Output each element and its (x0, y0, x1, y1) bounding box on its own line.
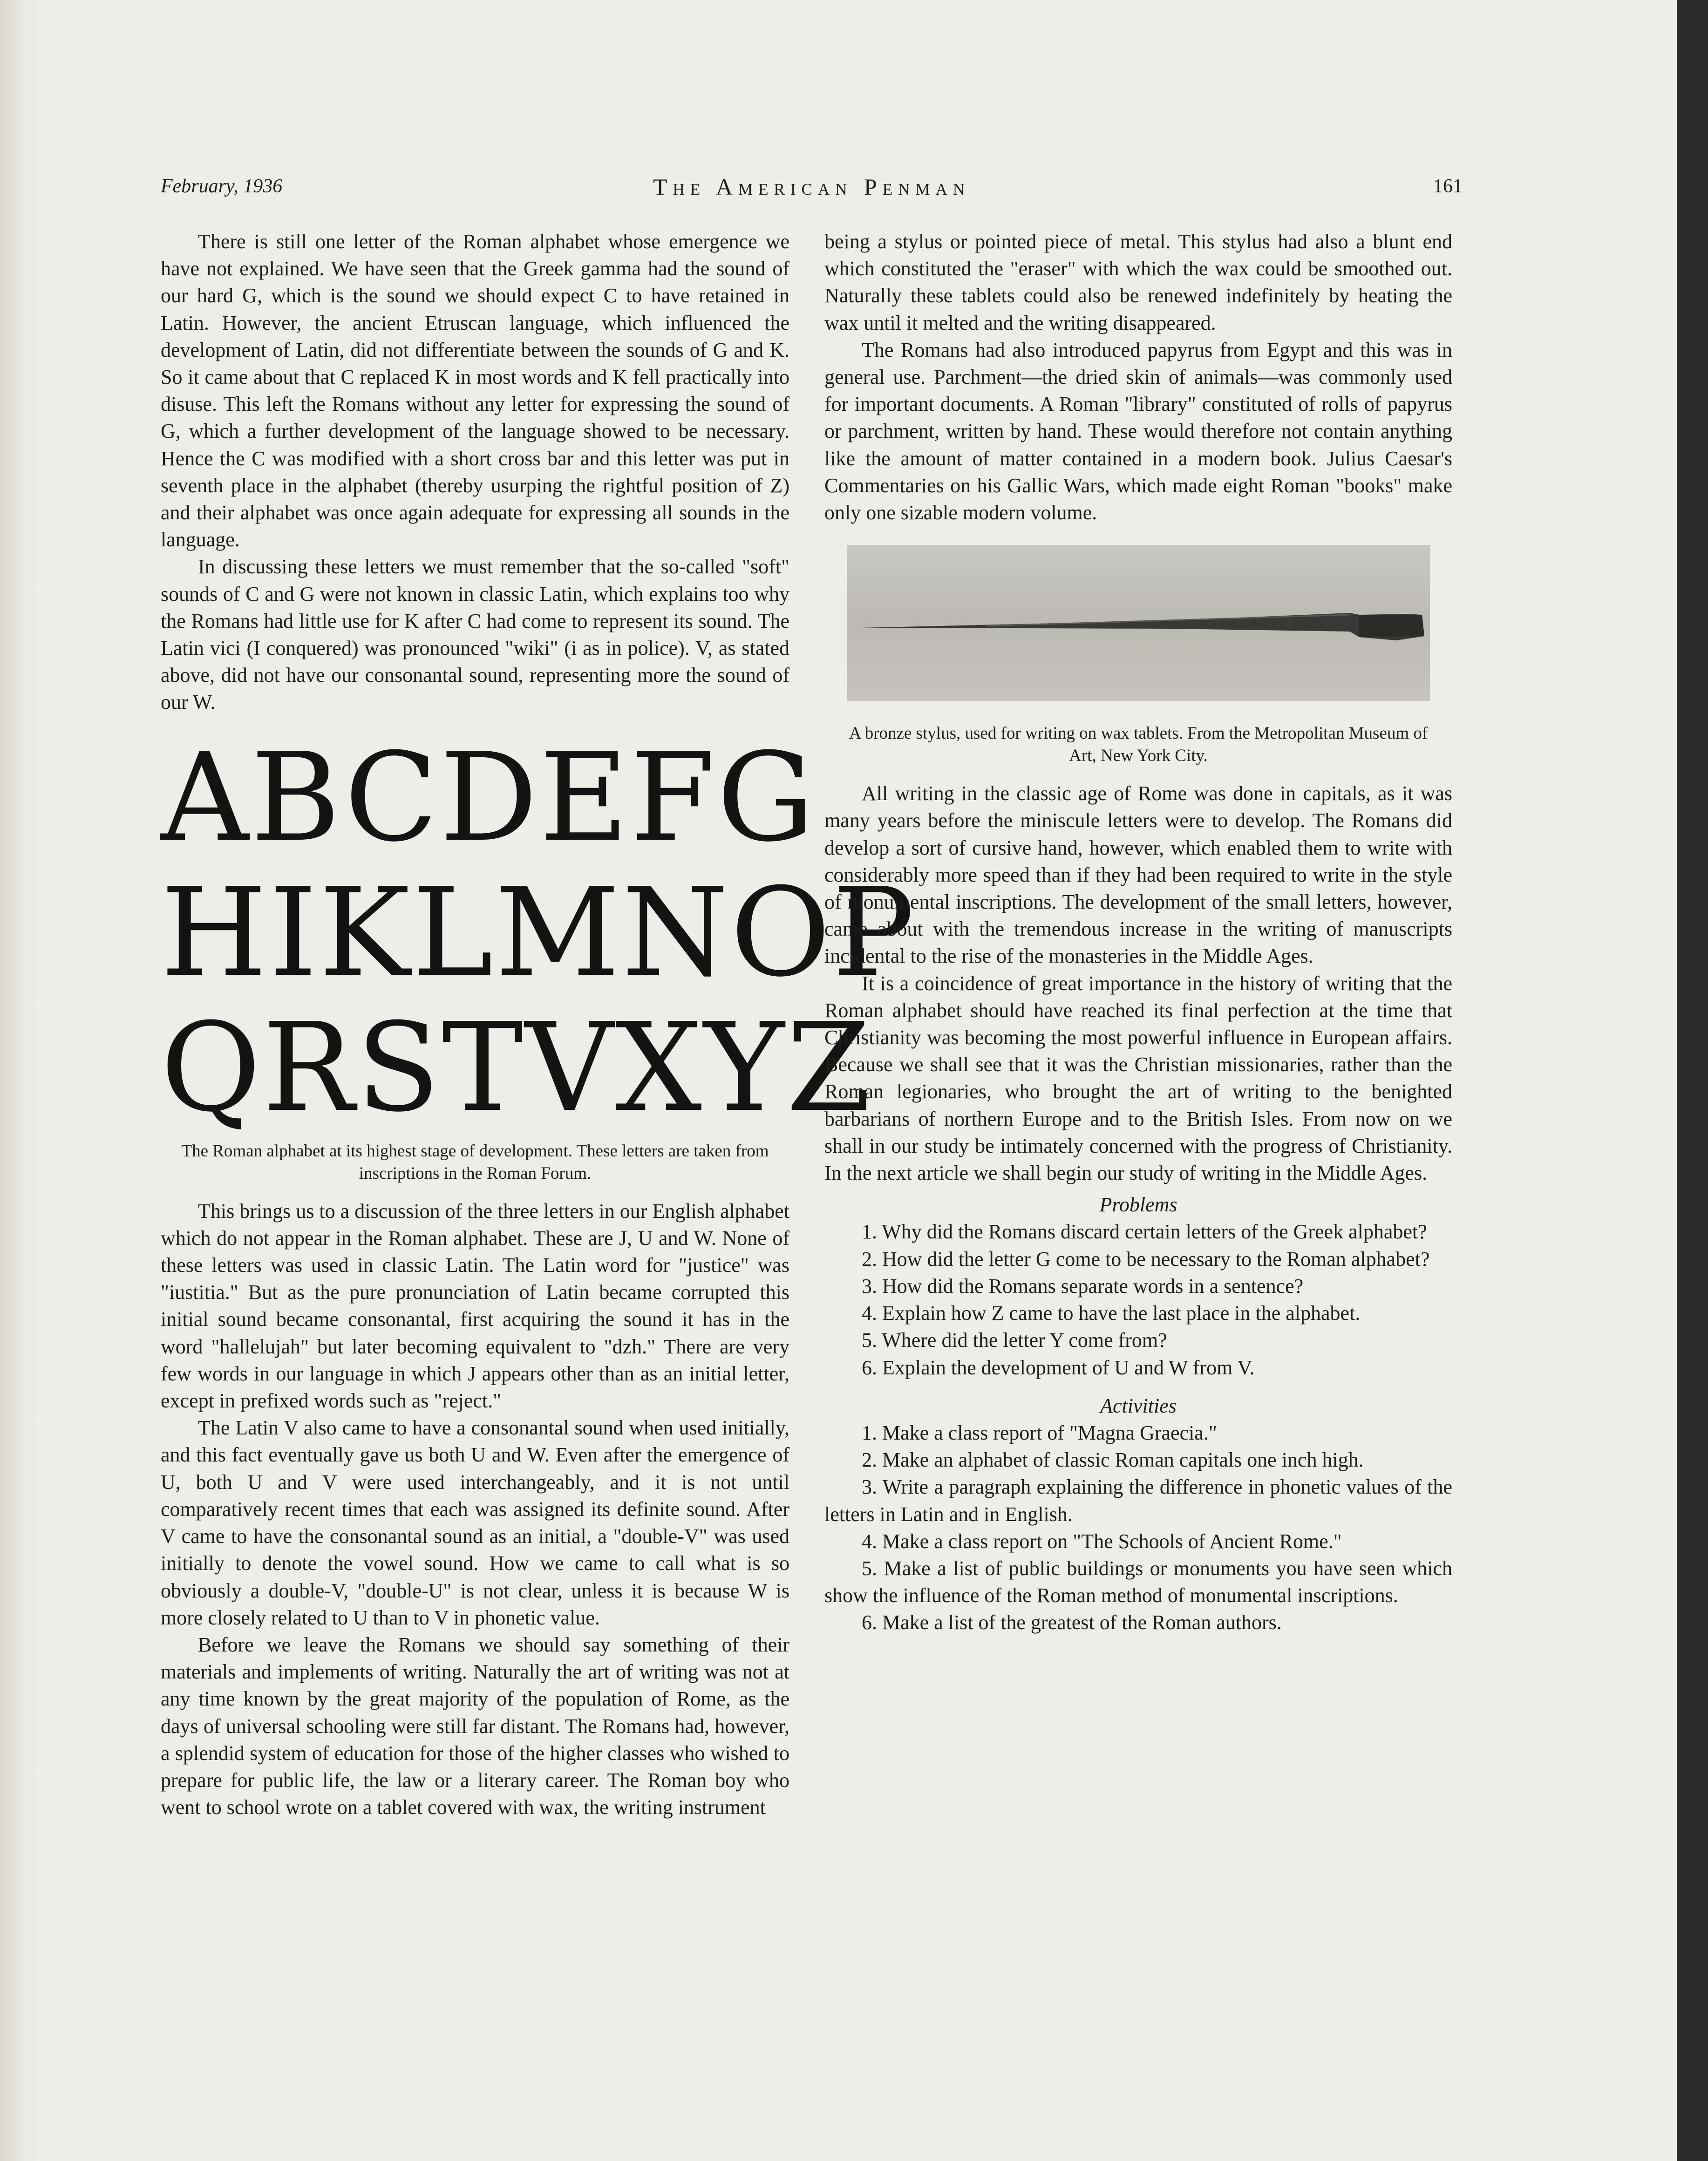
activity-item: 6. Make a list of the greatest of the Roman authors. (862, 1611, 1282, 1634)
publication-title: The American Penman (653, 174, 971, 200)
alphabet-line: HIKLMNOP (161, 861, 917, 1004)
book-spine (0, 0, 43, 2161)
alphabet-caption: The Roman alphabet at its highest stage of development. These letters are taken from inscriptions in the Roman Forum. (181, 1141, 769, 1183)
roman-alphabet-figure (161, 726, 917, 1139)
page-header (161, 173, 1463, 206)
paragraph: There is still one letter of the Roman alphabet whose emergence we have not explained. We have seen that the Greek gamma had the sound of our hard G, which is the sound we should expect C to have retained in Latin. However, the ancient Etruscan language, which influenced the development of Latin, did not differentiate between the sounds of G and K. So it came about that C replaced K in most words and K fell practically into disuse. This left the Romans without any letter for expressing the sound of G, which a further development of the language showed to be necessary. Hence the C was modified with a short cross bar and this letter was put in seventh place in the alphabet (thereby usurping the rightful position of Z) and their alphabet was once again adequate for expressing all sounds in the language. (161, 230, 789, 551)
activity-item: 1. Make a class report of "Magna Graecia." (862, 1421, 1217, 1444)
problem-item: 1. Why did the Romans discard certain letters of the Greek alphabet? (862, 1220, 1427, 1244)
activity-item: 2. Make an alphabet of classic Roman capitals one inch high. (862, 1448, 1364, 1472)
activity-item: 3. Write a paragraph explaining the difference in phonetic values of the letters in Latin and in English. (824, 1475, 1452, 1526)
problem-item: 3. How did the Romans separate words in a sentence? (862, 1274, 1304, 1298)
activities-heading: Activities (1100, 1394, 1177, 1417)
paragraph: The Latin V also came to have a consonantal sound when used initially, and this fact eventually gave us both U and W. Even after the emergence of U, both U and V were used interchangeably, and it is not until comparatively recent times that each was assigned its definite sound. After V came to have the consonantal sound as an initial, a "double-V" was used initially to denote the vowel sound. How we came to call what is so obviously a double-V, "double-U" is not clear, unless it is because W is more closely related to U than to V in phonetic value. (161, 1416, 789, 1629)
activity-item: 4. Make a class report on "The Schools of Ancient Rome." (862, 1529, 1342, 1553)
problem-item: 4. Explain how Z came to have the last place in the alphabet. (862, 1302, 1361, 1325)
activity-item: 5. Make a list of public buildings or monuments you have seen which show the influence of the Roman method of monumental inscriptions. (824, 1556, 1452, 1607)
left-column (161, 228, 917, 1821)
paragraph: being a stylus or pointed piece of metal. This stylus had also a blunt end which constituted the "eraser" with which the wax could be smoothed out. Naturally these tablets could also be renewed indefinitely by heating the wax until it melted and the writing disappeared. (824, 230, 1452, 334)
problems-heading: Problems (1099, 1193, 1177, 1216)
stylus-photo (847, 545, 1430, 701)
paragraph: This brings us to a discussion of the three letters in our English alphabet which do not appear in the Roman alphabet. These are J, U and W. None of these letters was used in classic Latin. The Latin word for "justice" was "iustitia." But as the pure pronunciation of Latin became corrupted this initial sound became consonantal, first acquiring the sound it has in the word "hallelujah" but later becoming equivalent to "dzh." There are very few words in our language in which J appears other than as an initial letter, except in prefixed words such as "reject." (161, 1199, 789, 1413)
problem-item: 6. Explain the development of U and W from V. (862, 1356, 1255, 1379)
stylus-caption: A bronze stylus, used for writing on wax tablets. From the Metropolitan Museum of Art, New York City. (849, 724, 1428, 766)
bronze-stylus-image (847, 545, 1430, 701)
alphabet-line: ABCDEFG (161, 726, 817, 869)
problem-item: 2. How did the letter G come to be necessary to the Roman alphabet? (862, 1247, 1430, 1271)
alphabet-line: QRSTVXYZ (161, 996, 873, 1139)
paragraph: The Romans had also introduced papyrus from Egypt and this was in general use. Parchment—the dried skin of animals—was commonly used for important documents. A Roman "library" constituted of rolls of papyrus or parchment, written by hand. These would therefore not contain anything like the amount of matter contained in a modern book. Julius Caesar's Commentaries on his Gallic Wars, which made eight Roman "books" make only one sizable modern volume. (824, 338, 1452, 524)
page-number: 161 (1433, 176, 1463, 197)
problem-item: 5. Where did the letter Y come from? (862, 1329, 1167, 1352)
paragraph: All writing in the classic age of Rome was done in capitals, as it was many years before the miniscule letters were to develop. The Romans did develop a sort of cursive hand, however, which enabled them to write with considerably more speed than if they had been required to write in the style of monumental inscriptions. The development of the small letters, however, came about with the tremendous increase in the writing of manuscripts incidental to the rise of the monasteries in the Middle Ages. (824, 782, 1452, 968)
paragraph: In discussing these letters we must remember that the so-called "soft" sounds of C and G were not known in classic Latin, which explains too why the Romans had little use for K after C had come to represent its sound. The Latin vici (I conquered) was pronounced "wiki" (i as in police). V, as stated above, did not have our consonantal sound, representing more the sound of our W. (161, 555, 789, 714)
right-column (824, 228, 1452, 1637)
paragraph: It is a coincidence of great importance in the history of writing that the Roman alphabet should have reached its final perfection at the time that Christianity was becoming the most powerful influence in European affairs. Because we shall see that it was the Christian missionaries, rather than the Roman legionaries, who brought the art of writing to the benighted barbarians of northern Europe and to the British Isles. From now on we shall in our study be intimately concerned with the progress of Christianity. In the next article we shall begin our study of writing in the Middle Ages. (824, 972, 1452, 1185)
paragraph: Before we leave the Romans we should say something of their materials and implements of writing. Naturally the art of writing was not at any time known by the great majority of the population of Rome, as the days of universal schooling were still far distant. The Romans had, however, a splendid system of education for those of the higher classes who wished to prepare for public life, the law or a literary career. The Roman boy who went to school wrote on a tablet covered with wax, the writing instrument (161, 1633, 789, 1819)
issue-date: February, 1936 (161, 176, 283, 197)
